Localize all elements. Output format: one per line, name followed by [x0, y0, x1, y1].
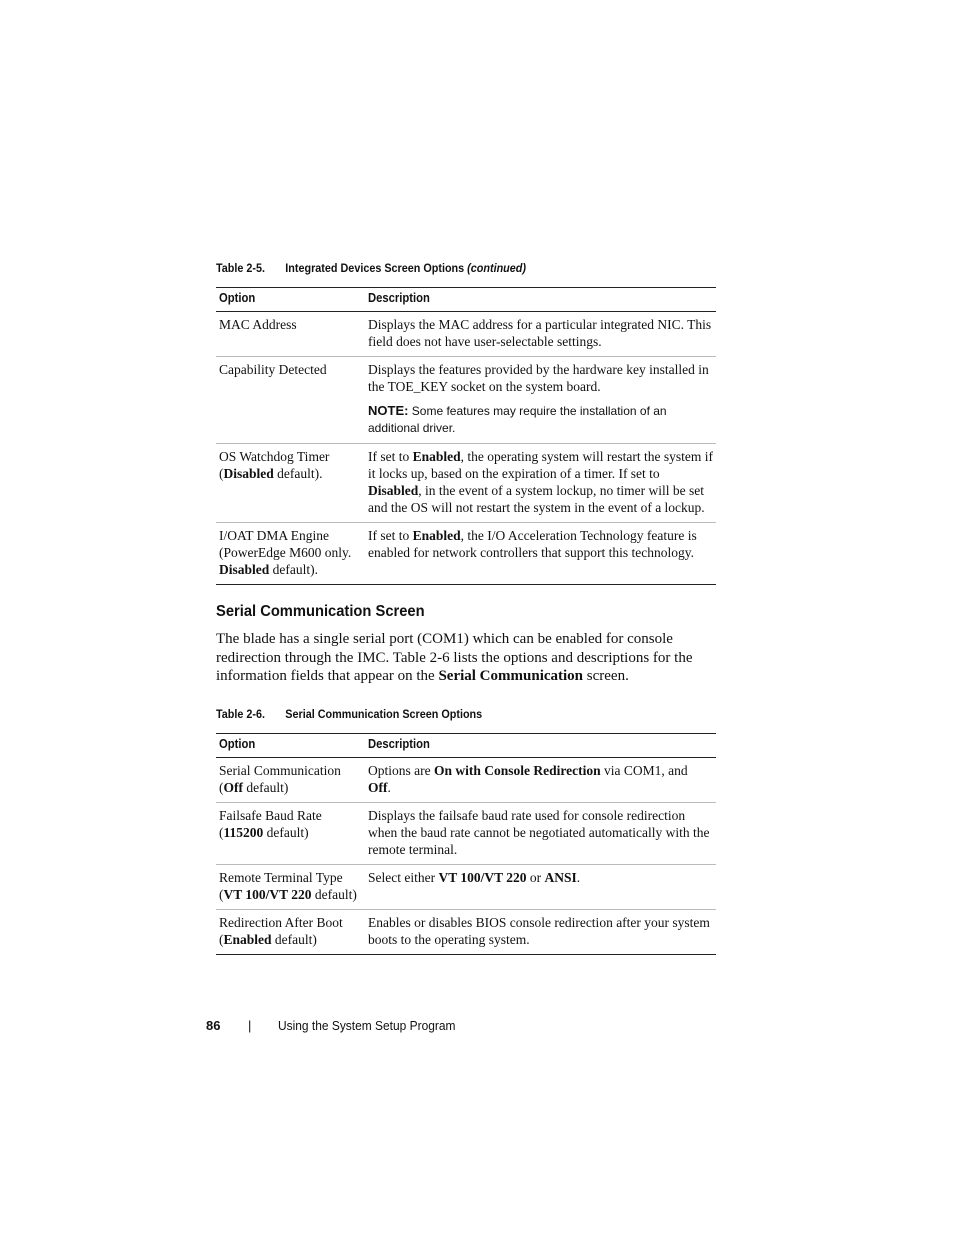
option-cell: I/OAT DMA Engine (PowerEdge M600 only. Disabled default). [216, 523, 365, 585]
body-paragraph: The blade has a single serial port (COM1) which can be enabled for console redirection through the IMC. Table 2-6 lists the options and descriptions for the information fields that appear on the Serial Communication screen. [216, 631, 693, 684]
description-text: Displays the features provided by the hardware key installed in the TOE_KEY socket on the system board. [368, 362, 709, 394]
option-cell: Failsafe Baud Rate (115200 default) [216, 803, 365, 865]
description-cell: Displays the failsafe baud rate used for console redirection when the baud rate cannot be negotiated automatically with the remote terminal. [365, 803, 716, 865]
description-cell: If set to Enabled, the I/O Acceleration Technology feature is enabled for network controllers that support this technology. [365, 523, 716, 585]
table-row [216, 803, 716, 865]
table-row [216, 357, 716, 444]
note-label: NOTE: [368, 403, 409, 418]
table-row [216, 444, 716, 523]
caption-label: Table 2-5. [216, 261, 266, 275]
table-2-5-caption [216, 261, 526, 275]
description-cell: Displays the MAC address for a particular integrated NIC. This field does not have user-selectable settings. [365, 312, 716, 357]
table-row [216, 312, 716, 357]
description-cell [365, 357, 716, 444]
option-cell: Redirection After Boot (Enabled default) [216, 910, 365, 955]
footer-separator: | [248, 1018, 252, 1033]
table-2-5 [216, 287, 716, 585]
caption-title: Serial Communication Screen Options [285, 707, 483, 721]
header-description: Description [365, 734, 716, 758]
chapter-title: Using the System Setup Program [278, 1018, 456, 1033]
option-cell: Remote Terminal Type (VT 100/VT 220 default) [216, 865, 365, 910]
caption-title: Integrated Devices Screen Options [285, 261, 465, 275]
description-cell: If set to Enabled, the operating system will restart the system if it locks up, based on the expiration of a timer. If set to Disabled, in the event of a system lockup, no timer will be set and the OS will not restart the system in the event of a lockup. [365, 444, 716, 523]
table-header-row [216, 734, 716, 758]
description-cell: Enables or disables BIOS console redirection after your system boots to the operating system. [365, 910, 716, 955]
header-description: Description [365, 288, 716, 312]
table-2-6 [216, 733, 716, 955]
description-cell: Options are On with Console Redirection via COM1, and Off. [365, 758, 716, 803]
caption-label: Table 2-6. [216, 707, 266, 721]
note [368, 402, 713, 437]
caption-suffix: (continued) [467, 261, 526, 275]
table-row [216, 523, 716, 585]
table-header-row [216, 288, 716, 312]
page-number: 86 [206, 1018, 221, 1033]
header-option: Option [216, 734, 365, 758]
note-text: Some features may require the installation of an additional driver. [368, 404, 667, 435]
option-cell: MAC Address [216, 312, 365, 357]
section-heading: Serial Communication Screen [216, 603, 425, 620]
table-row [216, 758, 716, 803]
table-row [216, 865, 716, 910]
table-row [216, 910, 716, 955]
description-cell: Select either VT 100/VT 220 or ANSI. [365, 865, 716, 910]
option-cell: OS Watchdog Timer (Disabled default). [216, 444, 365, 523]
option-cell: Capability Detected [216, 357, 365, 444]
option-cell: Serial Communication (Off default) [216, 758, 365, 803]
header-option: Option [216, 288, 365, 312]
table-2-6-caption [216, 707, 482, 721]
